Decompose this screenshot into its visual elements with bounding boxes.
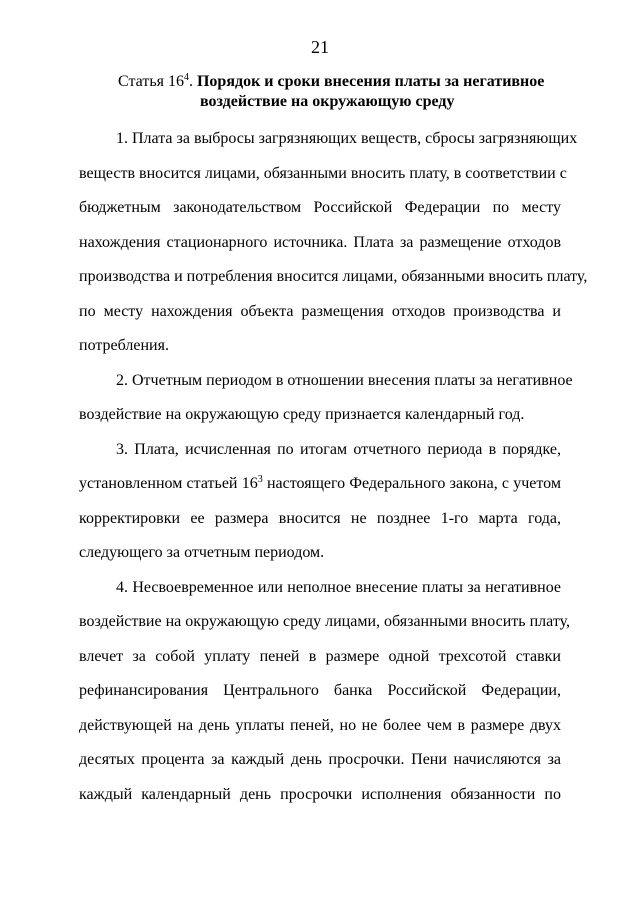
paragraph-line: рефинансирования Центрального банка Российской Федерации, (79, 682, 561, 699)
article-label: Статья $16^4$. (118, 72, 193, 90)
paragraph-line: 2. Отчетным периодом в отношении внесения платы за негативное (116, 371, 573, 389)
paragraph-line: воздействие на окружающую среду лицами, обязанными вносить плату, (79, 613, 570, 630)
paragraph-2 (79, 364, 573, 433)
article-heading (118, 72, 578, 112)
paragraph-3 (79, 433, 561, 571)
article-body (79, 122, 588, 812)
paragraph-line: корректировки ее размера вносится не позднее 1-го марта года, (79, 509, 561, 527)
paragraph-line: 1. Плата за выбросы загрязняющих веществ, сбросы загрязняющих (116, 130, 578, 147)
page-number: 21 (311, 37, 329, 57)
paragraph-line: следующего за отчетным периодом. (79, 544, 325, 561)
paragraph-line: воздействие на окружающую среду признается календарный год. (79, 406, 525, 423)
paragraph-line: веществ вносится лицами, обязанными вносить плату, в соответствии с (79, 164, 567, 182)
paragraph-line: по месту нахождения объекта размещения отходов производства и (79, 302, 561, 320)
paragraph-1 (79, 122, 588, 364)
paragraph-line-with-sup (79, 467, 561, 502)
paragraph-line: бюджетным законодательством Российской Федерации по месту (79, 199, 561, 216)
paragraph-line: влечет за собой уплату пеней в размере одной трехсотой ставки (79, 647, 561, 665)
paragraph-line: каждый календарный день просрочки исполнения обязанности по (79, 785, 561, 803)
article-label-sup: 4 (183, 72, 189, 83)
line-text-after: настоящего Федерального закона, с учетом (262, 475, 562, 492)
paragraph-line: производства и потребления вносится лицами, обязанными вносить плату, (79, 268, 588, 285)
paragraph-line: десятых процента за каждый день просрочки. Пени начисляются за (79, 751, 561, 768)
paragraph-line: 4. Несвоевременное или неполное внесение платы за негативное (116, 578, 561, 596)
paragraph-line: действующей на день уплаты пеней, но не более чем в размере двух (79, 716, 561, 734)
paragraph-line: потребления. (79, 337, 169, 354)
paragraph-4 (79, 571, 570, 813)
line-text-before: установленном статьей 16 (79, 475, 258, 492)
paragraph-line: нахождения стационарного источника. Плата за размещение отходов (79, 233, 561, 251)
line-sup: 3 (257, 474, 263, 485)
article-label-text: Статья 16 (118, 73, 184, 90)
article-title-line1: Порядок и сроки внесения платы за негативное (196, 73, 545, 90)
article-title-line2: воздействие на окружающую среду (200, 93, 455, 110)
paragraph-line: 3. Плата, исчисленная по итогам отчетного периода в порядке, (116, 440, 561, 458)
